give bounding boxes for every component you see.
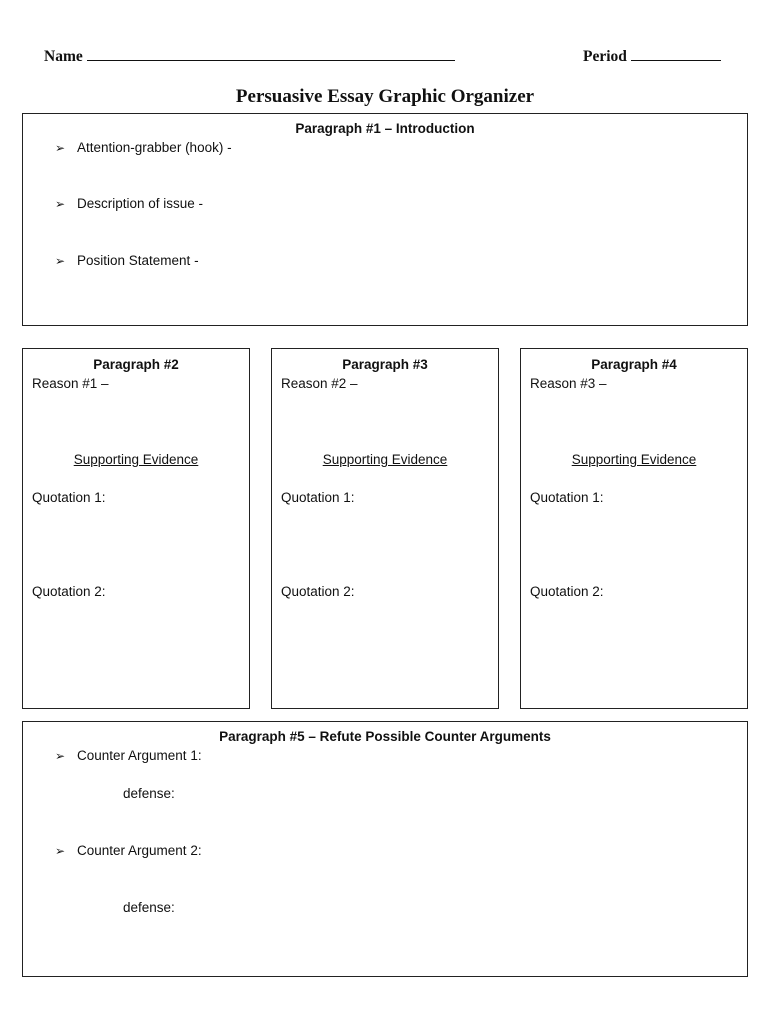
counter-argument-2	[55, 843, 202, 858]
counter-heading: Paragraph #5 – Refute Possible Counter Arguments	[219, 729, 551, 744]
name-input-line[interactable]	[87, 46, 455, 61]
arrow-bullet-icon: ➢	[55, 844, 66, 858]
reason-2-label: Reason #2 –	[281, 376, 358, 391]
reason-1-label: Reason #1 –	[32, 376, 109, 391]
arrow-bullet-icon: ➢	[55, 254, 66, 268]
counter-argument-box	[22, 721, 748, 977]
hook-label: Attention-grabber (hook) -	[77, 140, 232, 155]
intro-bullet-hook	[55, 140, 232, 155]
intro-heading: Paragraph #1 – Introduction	[295, 121, 475, 136]
supporting-evidence-label: Supporting Evidence	[571, 452, 697, 467]
intro-box	[22, 113, 748, 326]
period-label: Period	[583, 48, 627, 65]
quotation-2-label: Quotation 2:	[281, 584, 355, 599]
reason-3-label: Reason #3 –	[530, 376, 607, 391]
paragraph-2-heading: Paragraph #2	[93, 357, 179, 372]
paragraph-3-box	[271, 348, 499, 709]
supporting-evidence-label: Supporting Evidence	[322, 452, 448, 467]
counter-argument-1-label: Counter Argument 1:	[77, 748, 202, 763]
counter-argument-2-label: Counter Argument 2:	[77, 843, 202, 858]
page-title: Persuasive Essay Graphic Organizer	[235, 86, 535, 107]
paragraph-2-box	[22, 348, 250, 709]
period-input-line[interactable]	[631, 46, 721, 61]
defense-1-label: defense:	[123, 786, 175, 801]
paragraph-3-heading: Paragraph #3	[342, 357, 428, 372]
counter-argument-1	[55, 748, 202, 763]
defense-2-label: defense:	[123, 900, 175, 915]
arrow-bullet-icon: ➢	[55, 197, 66, 211]
quotation-1-label: Quotation 1:	[32, 490, 106, 505]
quotation-2-label: Quotation 2:	[32, 584, 106, 599]
issue-label: Description of issue -	[77, 196, 204, 211]
paragraph-4-box	[520, 348, 748, 709]
quotation-2-label: Quotation 2:	[530, 584, 604, 599]
quotation-1-label: Quotation 1:	[530, 490, 604, 505]
arrow-bullet-icon: ➢	[55, 749, 66, 763]
period-field	[583, 46, 721, 66]
supporting-evidence-label: Supporting Evidence	[73, 452, 199, 467]
quotation-1-label: Quotation 1:	[281, 490, 355, 505]
name-field	[44, 46, 455, 66]
position-label: Position Statement -	[77, 253, 199, 268]
intro-bullet-position	[55, 253, 199, 268]
arrow-bullet-icon: ➢	[55, 141, 66, 155]
intro-bullet-issue	[55, 196, 203, 211]
paragraph-4-heading: Paragraph #4	[591, 357, 677, 372]
name-label: Name	[44, 48, 83, 65]
